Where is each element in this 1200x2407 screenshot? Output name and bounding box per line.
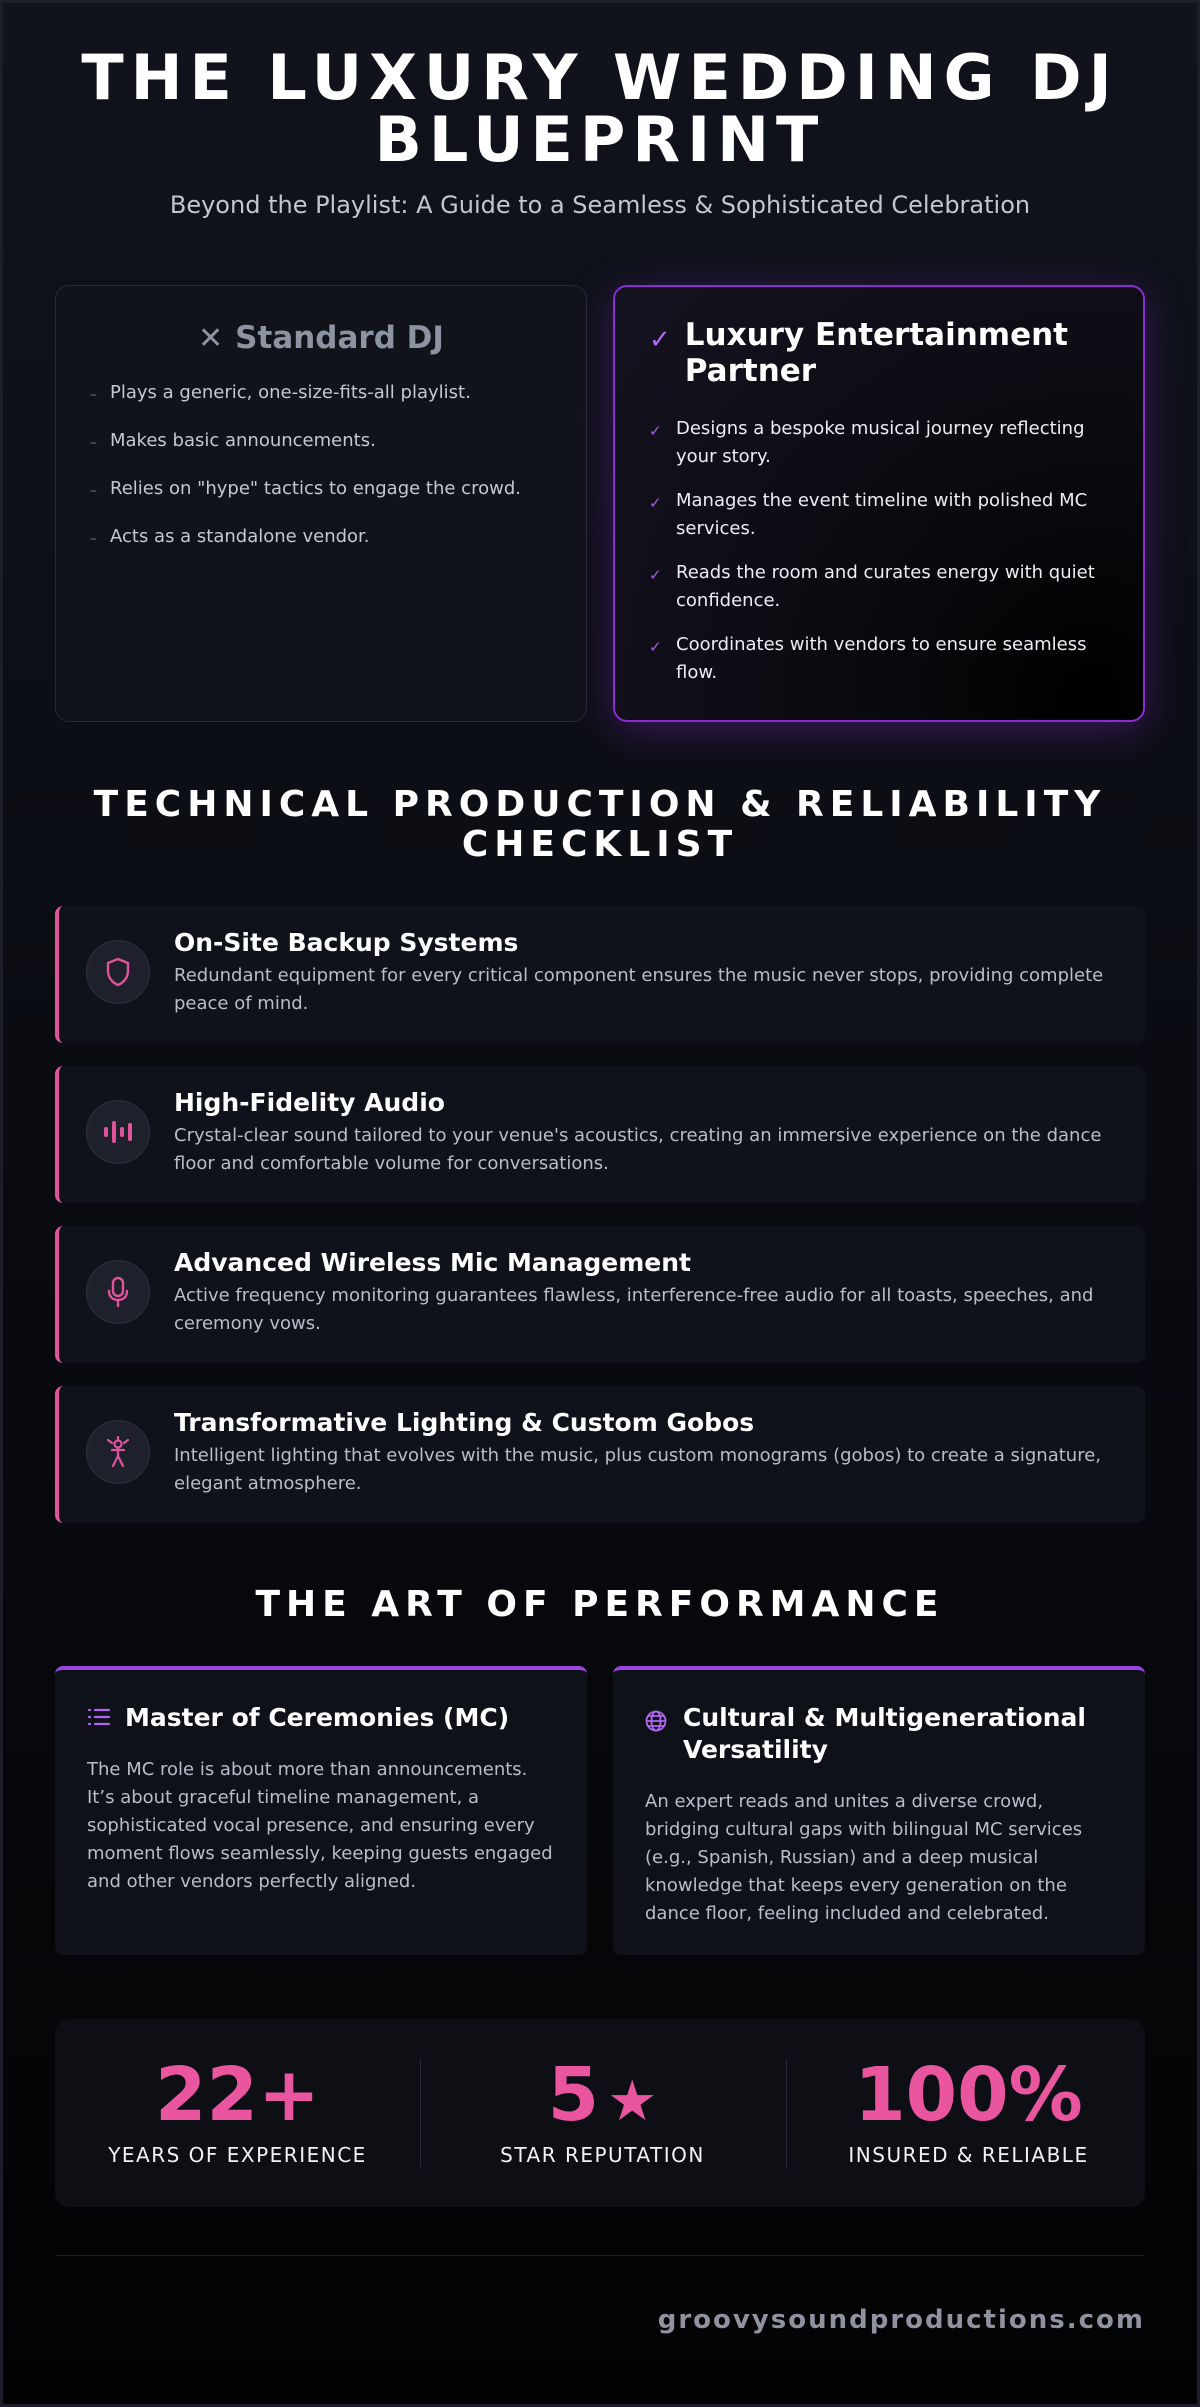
dash-icon: –	[90, 435, 97, 451]
dash-icon: –	[90, 483, 97, 499]
audio-wave-icon	[86, 1100, 150, 1164]
microphone-icon	[86, 1260, 150, 1324]
list-item-text: Acts as a standalone vendor.	[110, 526, 370, 547]
check-icon: ✓	[649, 638, 662, 656]
checklist-item-desc: Active frequency monitoring guarantees flawless, interference-free audio for all toasts, speeches, and ceremony vows.	[174, 1285, 1094, 1334]
stat-label: INSURED & RELIABLE	[848, 2143, 1089, 2167]
luxury-partner-title	[685, 317, 1068, 389]
dash-icon: –	[90, 531, 97, 547]
x-icon: ✕	[198, 321, 224, 356]
standard-dj-title: Standard DJ	[235, 320, 444, 356]
mc-card	[55, 1666, 587, 1955]
list-item	[88, 524, 558, 572]
checklist-item-title: Transformative Lighting & Custom Gobos	[174, 1408, 755, 1437]
checklist-item-title: Advanced Wireless Mic Management	[174, 1248, 691, 1277]
list-item	[88, 476, 558, 524]
checklist-item-title: On-Site Backup Systems	[174, 928, 519, 957]
list-item	[649, 559, 1103, 631]
stat-label: STAR REPUTATION	[500, 2143, 705, 2167]
technical-title-line-1: TECHNICAL PRODUCTION & RELIABILITY	[93, 784, 1107, 825]
luxury-title-line-1: Luxury Entertainment	[684, 317, 1068, 353]
cultural-card-heading	[645, 1702, 1115, 1766]
title-line-1: THE LUXURY WEDDING DJ	[81, 41, 1119, 114]
check-icon: ✓	[649, 325, 671, 355]
list-item-text: Relies on "hype" tactics to engage the crowd.	[110, 478, 521, 499]
checklist-item-title: High-Fidelity Audio	[174, 1088, 445, 1117]
list-item	[88, 380, 558, 428]
footer-divider	[55, 2255, 1145, 2256]
mc-card-body: The MC role is about more than announcements. It’s about graceful timeline management, a sophisticated vocal presence, and ensuring every moment flows seamlessly, keeping guests engaged and other vendors perfectly aligned.	[87, 1759, 553, 1892]
standard-dj-card	[55, 285, 587, 722]
stat-label: YEARS OF EXPERIENCE	[108, 2143, 367, 2167]
page-title	[55, 41, 1145, 176]
stat-value	[420, 2052, 785, 2142]
checklist-item-backup	[55, 906, 1145, 1043]
checklist-item-audio	[55, 1066, 1145, 1203]
stat-value: 22+	[155, 2052, 320, 2138]
cultural-card	[613, 1666, 1145, 1955]
luxury-partner-card	[613, 285, 1145, 722]
check-icon: ✓	[649, 566, 662, 584]
dash-icon: –	[90, 387, 97, 403]
checklist-item-desc: Intelligent lighting that evolves with the music, plus custom monograms (gobos) to create a signature, elegant atmosphere.	[174, 1445, 1101, 1494]
lighting-icon	[86, 1420, 150, 1484]
stat-number: 5	[547, 2052, 600, 2138]
list-item	[649, 631, 1103, 703]
list-item-text: Reads the room and curates energy with quiet confidence.	[676, 562, 1095, 611]
list-item-text: Coordinates with vendors to ensure seamless flow.	[676, 634, 1087, 683]
standard-dj-heading	[56, 320, 586, 356]
title-line-2: BLUEPRINT	[374, 103, 826, 176]
list-item	[649, 487, 1103, 559]
list-item-text: Designs a bespoke musical journey reflecting your story.	[676, 418, 1085, 467]
page-subtitle: Beyond the Playlist: A Guide to a Seamless & Sophisticated Celebration	[169, 191, 1031, 219]
list-item-text: Manages the event timeline with polished MC services.	[676, 490, 1088, 539]
list-icon	[87, 1706, 111, 1734]
luxury-partner-list	[649, 415, 1103, 703]
comparison-section	[55, 285, 1145, 722]
cultural-card-title	[683, 1702, 1086, 1766]
cultural-title-line-1: Cultural & Multigenerational	[683, 1703, 1086, 1732]
check-icon: ✓	[649, 422, 662, 440]
stat-insured	[786, 2019, 1151, 2207]
check-icon: ✓	[649, 494, 662, 512]
luxury-partner-heading	[649, 317, 1123, 389]
luxury-title-line-2: Partner	[684, 353, 817, 389]
globe-icon	[645, 1710, 669, 1766]
technical-section-title	[55, 785, 1145, 865]
stat-experience	[55, 2019, 420, 2207]
mc-card-title: Master of Ceremonies (MC)	[125, 1703, 510, 1732]
checklist-item-lighting	[55, 1386, 1145, 1523]
list-item-text: Makes basic announcements.	[110, 430, 376, 451]
standard-dj-list	[88, 380, 558, 572]
list-item	[649, 415, 1103, 487]
stat-reputation	[420, 2019, 785, 2207]
footer-website-link[interactable]: groovysoundproductions.com	[657, 2305, 1145, 2335]
cultural-title-line-2: Versatility	[683, 1735, 828, 1764]
checklist-item-desc: Crystal-clear sound tailored to your venue's acoustics, creating an immersive experience on the dance floor and comfortable volume for conversations.	[174, 1125, 1102, 1174]
stats-panel	[55, 2019, 1145, 2207]
performance-section-title: THE ART OF PERFORMANCE	[255, 1584, 945, 1625]
footer-logo	[93, 2291, 127, 2331]
checklist-item-desc: Redundant equipment for every critical component ensures the music never stops, providing complete peace of mind.	[174, 965, 1104, 1014]
cultural-card-body: An expert reads and unites a diverse crowd, bridging cultural gaps with bilingual MC services (e.g., Spanish, Russian) and a deep musical knowledge that keeps every generation on the dance floor, feeling included and celebrated.	[645, 1791, 1083, 1924]
stat-value: 100%	[854, 2052, 1083, 2138]
list-item	[88, 428, 558, 476]
shield-icon	[86, 940, 150, 1004]
star-icon: ★	[607, 2069, 658, 2134]
mc-card-heading	[87, 1702, 557, 1734]
checklist-item-wireless-mic	[55, 1226, 1145, 1363]
technical-title-line-2: CHECKLIST	[461, 824, 739, 865]
list-item-text: Plays a generic, one-size-fits-all playlist.	[110, 382, 471, 403]
